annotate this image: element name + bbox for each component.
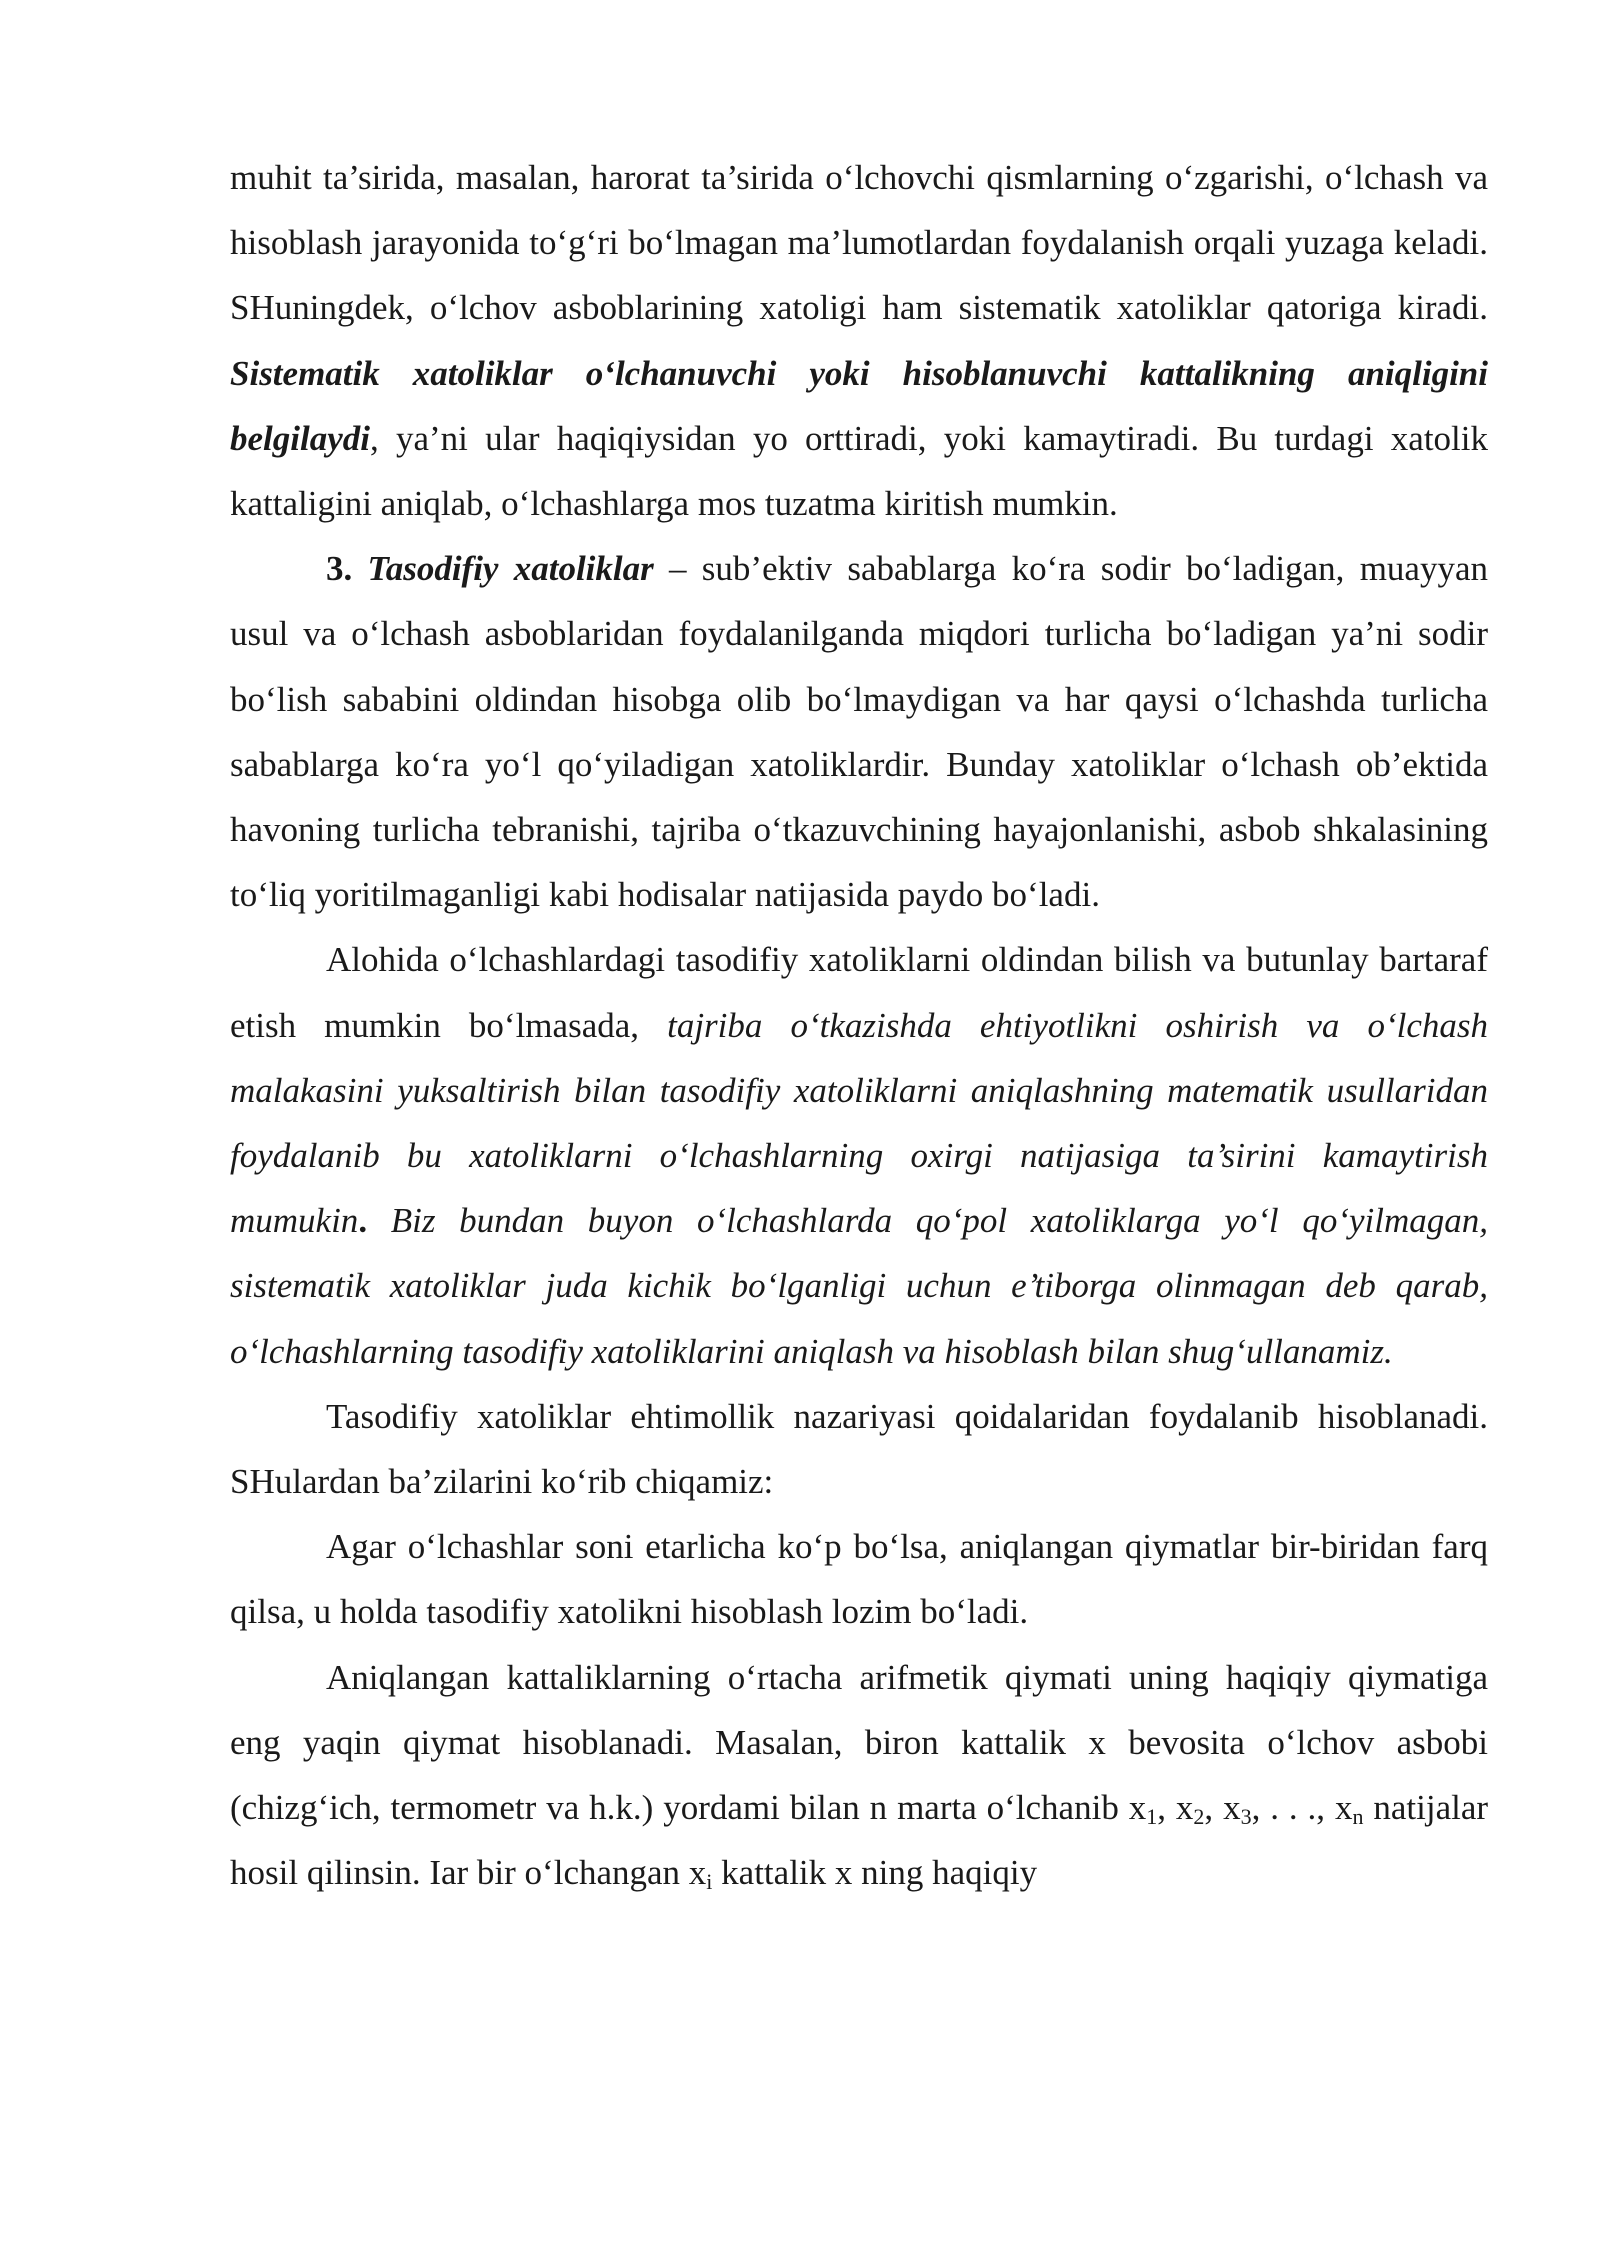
text: natijalar hosil qilinsin. Iar bir o‘lchangan bbox=[230, 1788, 1489, 1893]
paragraph-number-of-measurements: Agar o‘lchashlar soni etarlicha ko‘p bo‘lsa, aniqlangan qiymatlar bir-biridan farq qilsa, u holda tasodifiy xatolikni hisoblash lozim bo‘ladi. bbox=[230, 1527, 1488, 1632]
math-x3: $x_3$ bbox=[1223, 1788, 1252, 1830]
math-x2: $x_2$ bbox=[1175, 1788, 1205, 1830]
text: kattalik x ning haqiqiy bbox=[712, 1853, 1038, 1893]
paragraph-random-errors bbox=[230, 536, 1488, 927]
paragraph-arithmetic-mean bbox=[230, 1645, 1488, 1906]
math-xn: $x_n$ bbox=[1334, 1788, 1364, 1830]
item-number: 3. bbox=[326, 549, 353, 589]
emphasis-definition: Sistematik xatoliklar o‘lchanuvchi yoki hisoblanuvchi kattalikning aniqligini belgilaydi bbox=[230, 353, 1488, 458]
term-random-errors: Tasodifiy xatoliklar bbox=[367, 549, 654, 589]
text: , bbox=[1204, 1788, 1224, 1828]
paragraph-probability-theory: Tasodifiy xatoliklar ehtimollik nazariyasi qoidalaridan foydalanib hisoblanadi. SHulardan ba’zilarini ko‘rib chiqamiz: bbox=[230, 1396, 1488, 1502]
italic-text: tajriba o‘tkazishda ehtiyotlikni oshirish va o‘lchash malakasini yuksaltirish bilan tasodifiy xatoliklarni aniqlashning matematik usullaridan foydalanib bu xatoliklarni o‘lchashlarning oxirgi natijasiga ta’sirini kamaytirish mumukin bbox=[230, 1005, 1488, 1241]
math-xi: $x_i$ bbox=[688, 1853, 713, 1895]
italic-text: Biz bundan buyon o‘lchashlarda qo‘pol xatoliklarga yo‘l qo‘yilmagan, sistematik xatoliklar juda kichik bo‘lganligi uchun e’tiborga olinmagan deb qarab, o‘lchashlarning tasodifiy xatoliklarini aniqlash va hisoblash bilan shug‘ullanamiz. bbox=[230, 1201, 1488, 1371]
math-x1: $x_1$ bbox=[1128, 1788, 1158, 1830]
text: muhit ta’sirida, masalan, harorat ta’sirida o‘lchovchi qismlarning o‘zgarishi, o‘lchash va hisoblash jarayonida to‘g‘ri bo‘lmagan ma’lumotlardan foydalanish orqali yuzaga keladi. SHuningdek, o‘lchov asboblarining xatoligi ham sistematik xatoliklar qatoriga kiradi. bbox=[230, 158, 1488, 328]
text: Alohida o‘lchashlardagi tasodifiy xatoliklarni oldindan bilish va butunlay bartaraf etish mumkin bo‘lmasada, bbox=[230, 940, 1488, 1045]
bold-period: . bbox=[358, 1201, 368, 1241]
paragraph-separate-measurements bbox=[230, 927, 1488, 1383]
text: , bbox=[1157, 1788, 1176, 1828]
text: Aniqlangan kattaliklarning o‘rtacha arifmetik qiymati uning haqiqiy qiymatiga eng yaqin qiymat hisoblanadi. Masalan, biron kattalik x bevosita o‘lchov asbobi (chizg‘ich, termometr va h.k.) yordami bilan n marta o‘lchanib bbox=[230, 1657, 1488, 1828]
text: , . . ., bbox=[1251, 1788, 1335, 1828]
text: – sub’ektiv sabablarga ko‘ra sodir bo‘ladigan, muayyan usul va o‘lchash asboblaridan foydalanilganda miqdori turlicha bo‘ladigan ya’ni sodir bo‘lish sababini oldindan hisobga olib bo‘lmaydigan va har qaysi o‘lchashda turlicha sabablarga ko‘ra yo‘l qo‘yiladigan xatoliklardir. Bunday xatoliklar o‘lchash ob’ektida havoning turlicha tebranishi, tajriba o‘tkazuvchining hayajonlanishi, asbob shkalasining to‘liq yoritilmaganligi kabi hodisalar natijasida paydo bo‘ladi. bbox=[230, 549, 1488, 915]
document-page bbox=[230, 145, 1488, 1905]
text: , ya’ni ular haqiqiysidan yo orttiradi, yoki kamaytiradi. Bu turdagi xatolik kattaligini aniqlab, o‘lchashlarga mos tuzatma kiritish mumkin. bbox=[230, 418, 1488, 524]
paragraph-systematic-errors bbox=[230, 145, 1488, 536]
